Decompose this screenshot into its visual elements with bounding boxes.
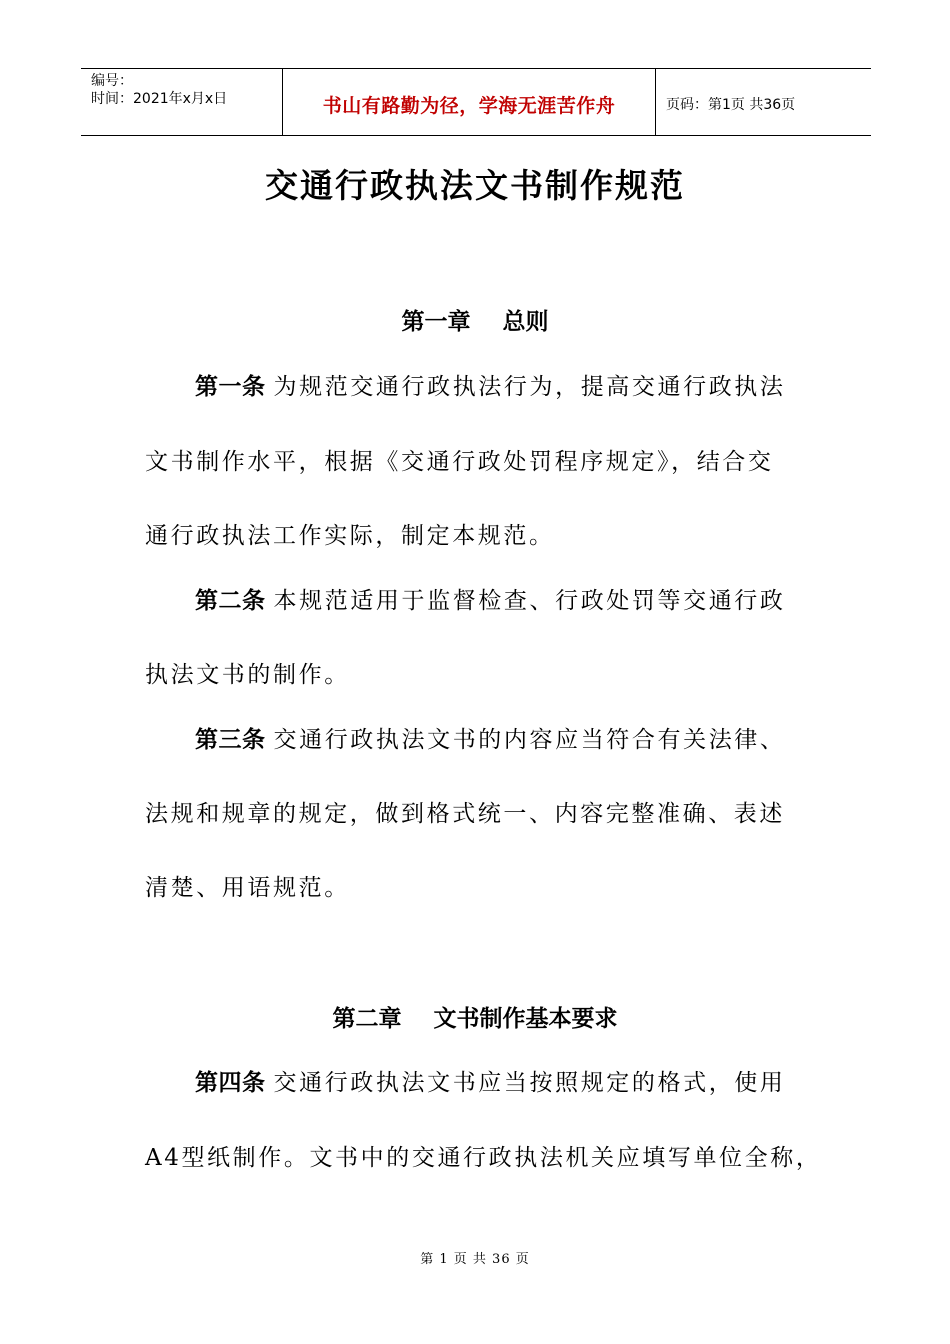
article-4-line-2: A4型纸制作。文书中的交通行政执法机关应填写单位全称，	[145, 1145, 822, 1171]
header-motto: 书山有路勤为径，学海无涯苦作舟	[322, 94, 616, 117]
header-motto-cell	[282, 69, 656, 135]
header-page-cell	[656, 69, 871, 135]
article-3-text-1: 交通行政执法文书的内容应当符合有关法律、	[273, 727, 786, 753]
article-1-line-1	[195, 368, 810, 401]
document-title: 交通行政执法文书制作规范	[265, 166, 685, 205]
article-1-label: 第一条	[195, 373, 266, 400]
page-footer: 第 1 页 共 36 页	[420, 1252, 530, 1267]
article-1-line-3: 通行政执法工作实际，制定本规范。	[145, 523, 555, 549]
article-4-text-1: 交通行政执法文书应当按照规定的格式，使用	[273, 1070, 786, 1096]
article-2-text-1: 本规范适用于监督检查、行政处罚等交通行政	[273, 588, 786, 614]
header-meta	[81, 69, 282, 135]
article-4-line-1	[195, 1064, 810, 1097]
article-2-line-2: 执法文书的制作。	[145, 662, 350, 688]
chapter-2-heading: 第二章 文书制作基本要求	[332, 1005, 618, 1032]
header-page-info: 页码：第1页 共36页	[666, 97, 796, 113]
article-3-line-1	[195, 721, 810, 754]
document-time-label: 时间：2021年x月x日	[91, 91, 228, 107]
article-4-label: 第四条	[195, 1069, 266, 1096]
article-3-label: 第三条	[195, 726, 266, 753]
article-2-line-1	[195, 582, 810, 615]
chapter-1-heading: 第一章 总则	[401, 308, 549, 335]
article-1-line-2: 文书制作水平，根据《交通行政处罚程序规定》，结合交	[145, 449, 774, 475]
article-1-text-1: 为规范交通行政执法行为，提高交通行政执法	[273, 374, 786, 400]
article-3-line-3: 清楚、用语规范。	[145, 875, 350, 901]
document-header	[81, 68, 871, 136]
article-3-line-2: 法规和规章的规定，做到格式统一、内容完整准确、表述	[145, 801, 785, 827]
document-number-label: 编号：	[91, 73, 133, 89]
article-2-label: 第二条	[195, 587, 266, 614]
